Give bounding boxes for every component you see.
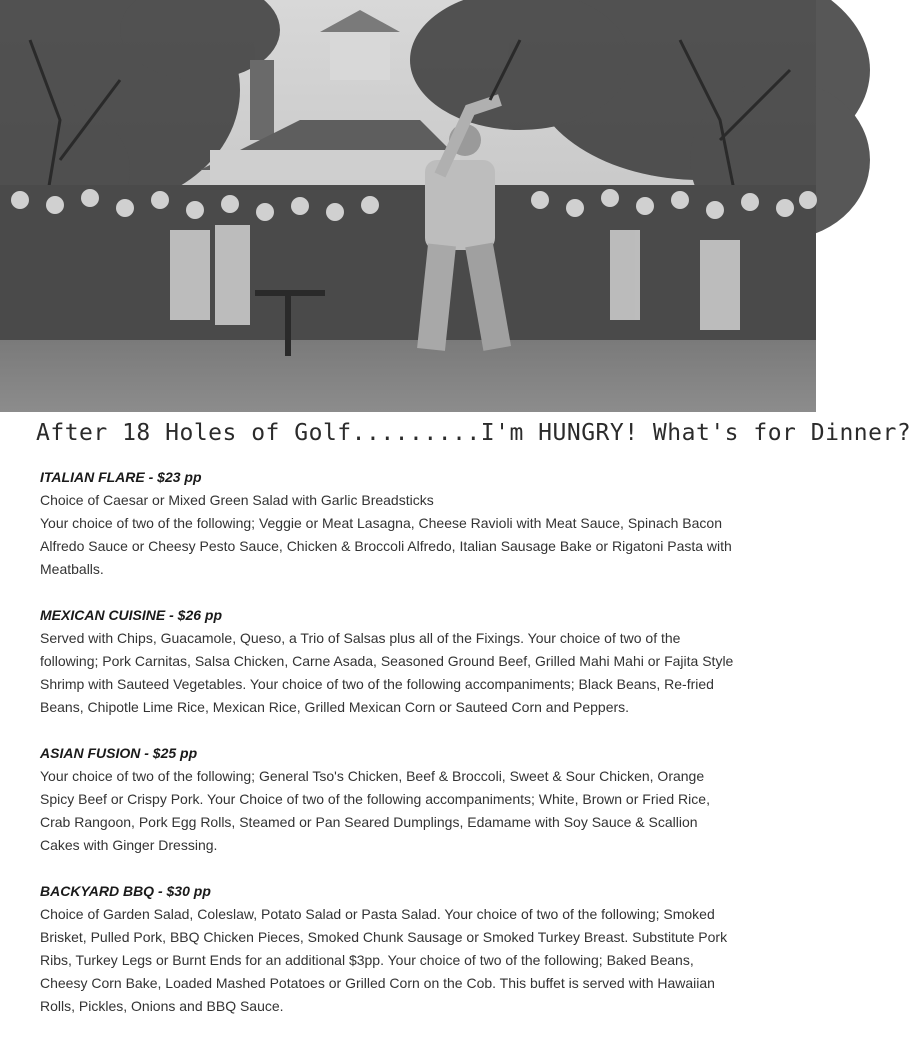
- section-line: Choice of Garden Salad, Coleslaw, Potato Salad or Pasta Salad. Your choice of two of the following; Smoked Brisket, Pulled Pork, BBQ Chicken Pieces, Smoked Chunk Sausage or Smoked Turkey Breast. Substitute Pork Ribs, Turkey Legs or Burnt Ends for an additional $3pp. Your choice of two of the following; Baked Beans, Cheesy Corn Bake, Loaded Mashed Potatoes or Grilled Corn on the Cob. This buffet is served with Hawaiian Rolls, Pickles, Onions and BBQ Sauce.: [40, 906, 728, 1014]
- section-line: Your choice of two of the following; General Tso's Chicken, Beef & Broccoli, Sweet & Sour Chicken, Orange Spicy Beef or Crispy Pork. Your Choice of two of the following accompaniments; White, Brown or Fried Rice, Crab Rangoon, Pork Egg Rolls, Steamed or Pan Seared Dumplings, Edamame with Soy Sauce & Scallion Cakes with Ginger Dressing.: [40, 768, 710, 853]
- fairway: [0, 340, 816, 412]
- section-title: ITALIAN FLARE - $23 pp: [40, 469, 202, 485]
- menu-section-bbq: [40, 880, 740, 1018]
- menu-sections: [40, 466, 740, 1041]
- menu-section-mexican: [40, 604, 740, 719]
- section-line: Your choice of two of the following; Veggie or Meat Lasagna, Cheese Ravioli with Meat Sauce, Spinach Bacon Alfredo Sauce or Cheesy Pesto Sauce, Chicken & Broccoli Alfredo, Italian Sausage Bake or Rigatoni Pasta with Meatballs.: [40, 515, 732, 577]
- section-line: Choice of Caesar or Mixed Green Salad with Garlic Breadsticks: [40, 492, 434, 508]
- menu-section-asian: [40, 742, 740, 857]
- section-title: MEXICAN CUISINE - $26 pp: [40, 607, 223, 623]
- menu-section-italian: [40, 466, 740, 581]
- golf-crowd-photo: [0, 0, 816, 412]
- menu-headline: After 18 Holes of Golf.........I'm HUNGRY! What's for Dinner?: [36, 420, 911, 446]
- hero-photo: [0, 0, 816, 412]
- section-title: ASIAN FUSION - $25 pp: [40, 745, 198, 761]
- section-title: BACKYARD BBQ - $30 pp: [40, 883, 211, 899]
- section-line: Served with Chips, Guacamole, Queso, a Trio of Salsas plus all of the Fixings. Your choice of two of the following; Pork Carnitas, Salsa Chicken, Carne Asada, Seasoned Ground Beef, Grilled Mahi Mahi or Fajita Style Shrimp with Sauteed Vegetables. Your choice of two of the following accompaniments; Black Beans, Re-fried Beans, Chipotle Lime Rice, Mexican Rice, Grilled Mexican Corn or Sauteed Corn and Peppers.: [40, 630, 734, 715]
